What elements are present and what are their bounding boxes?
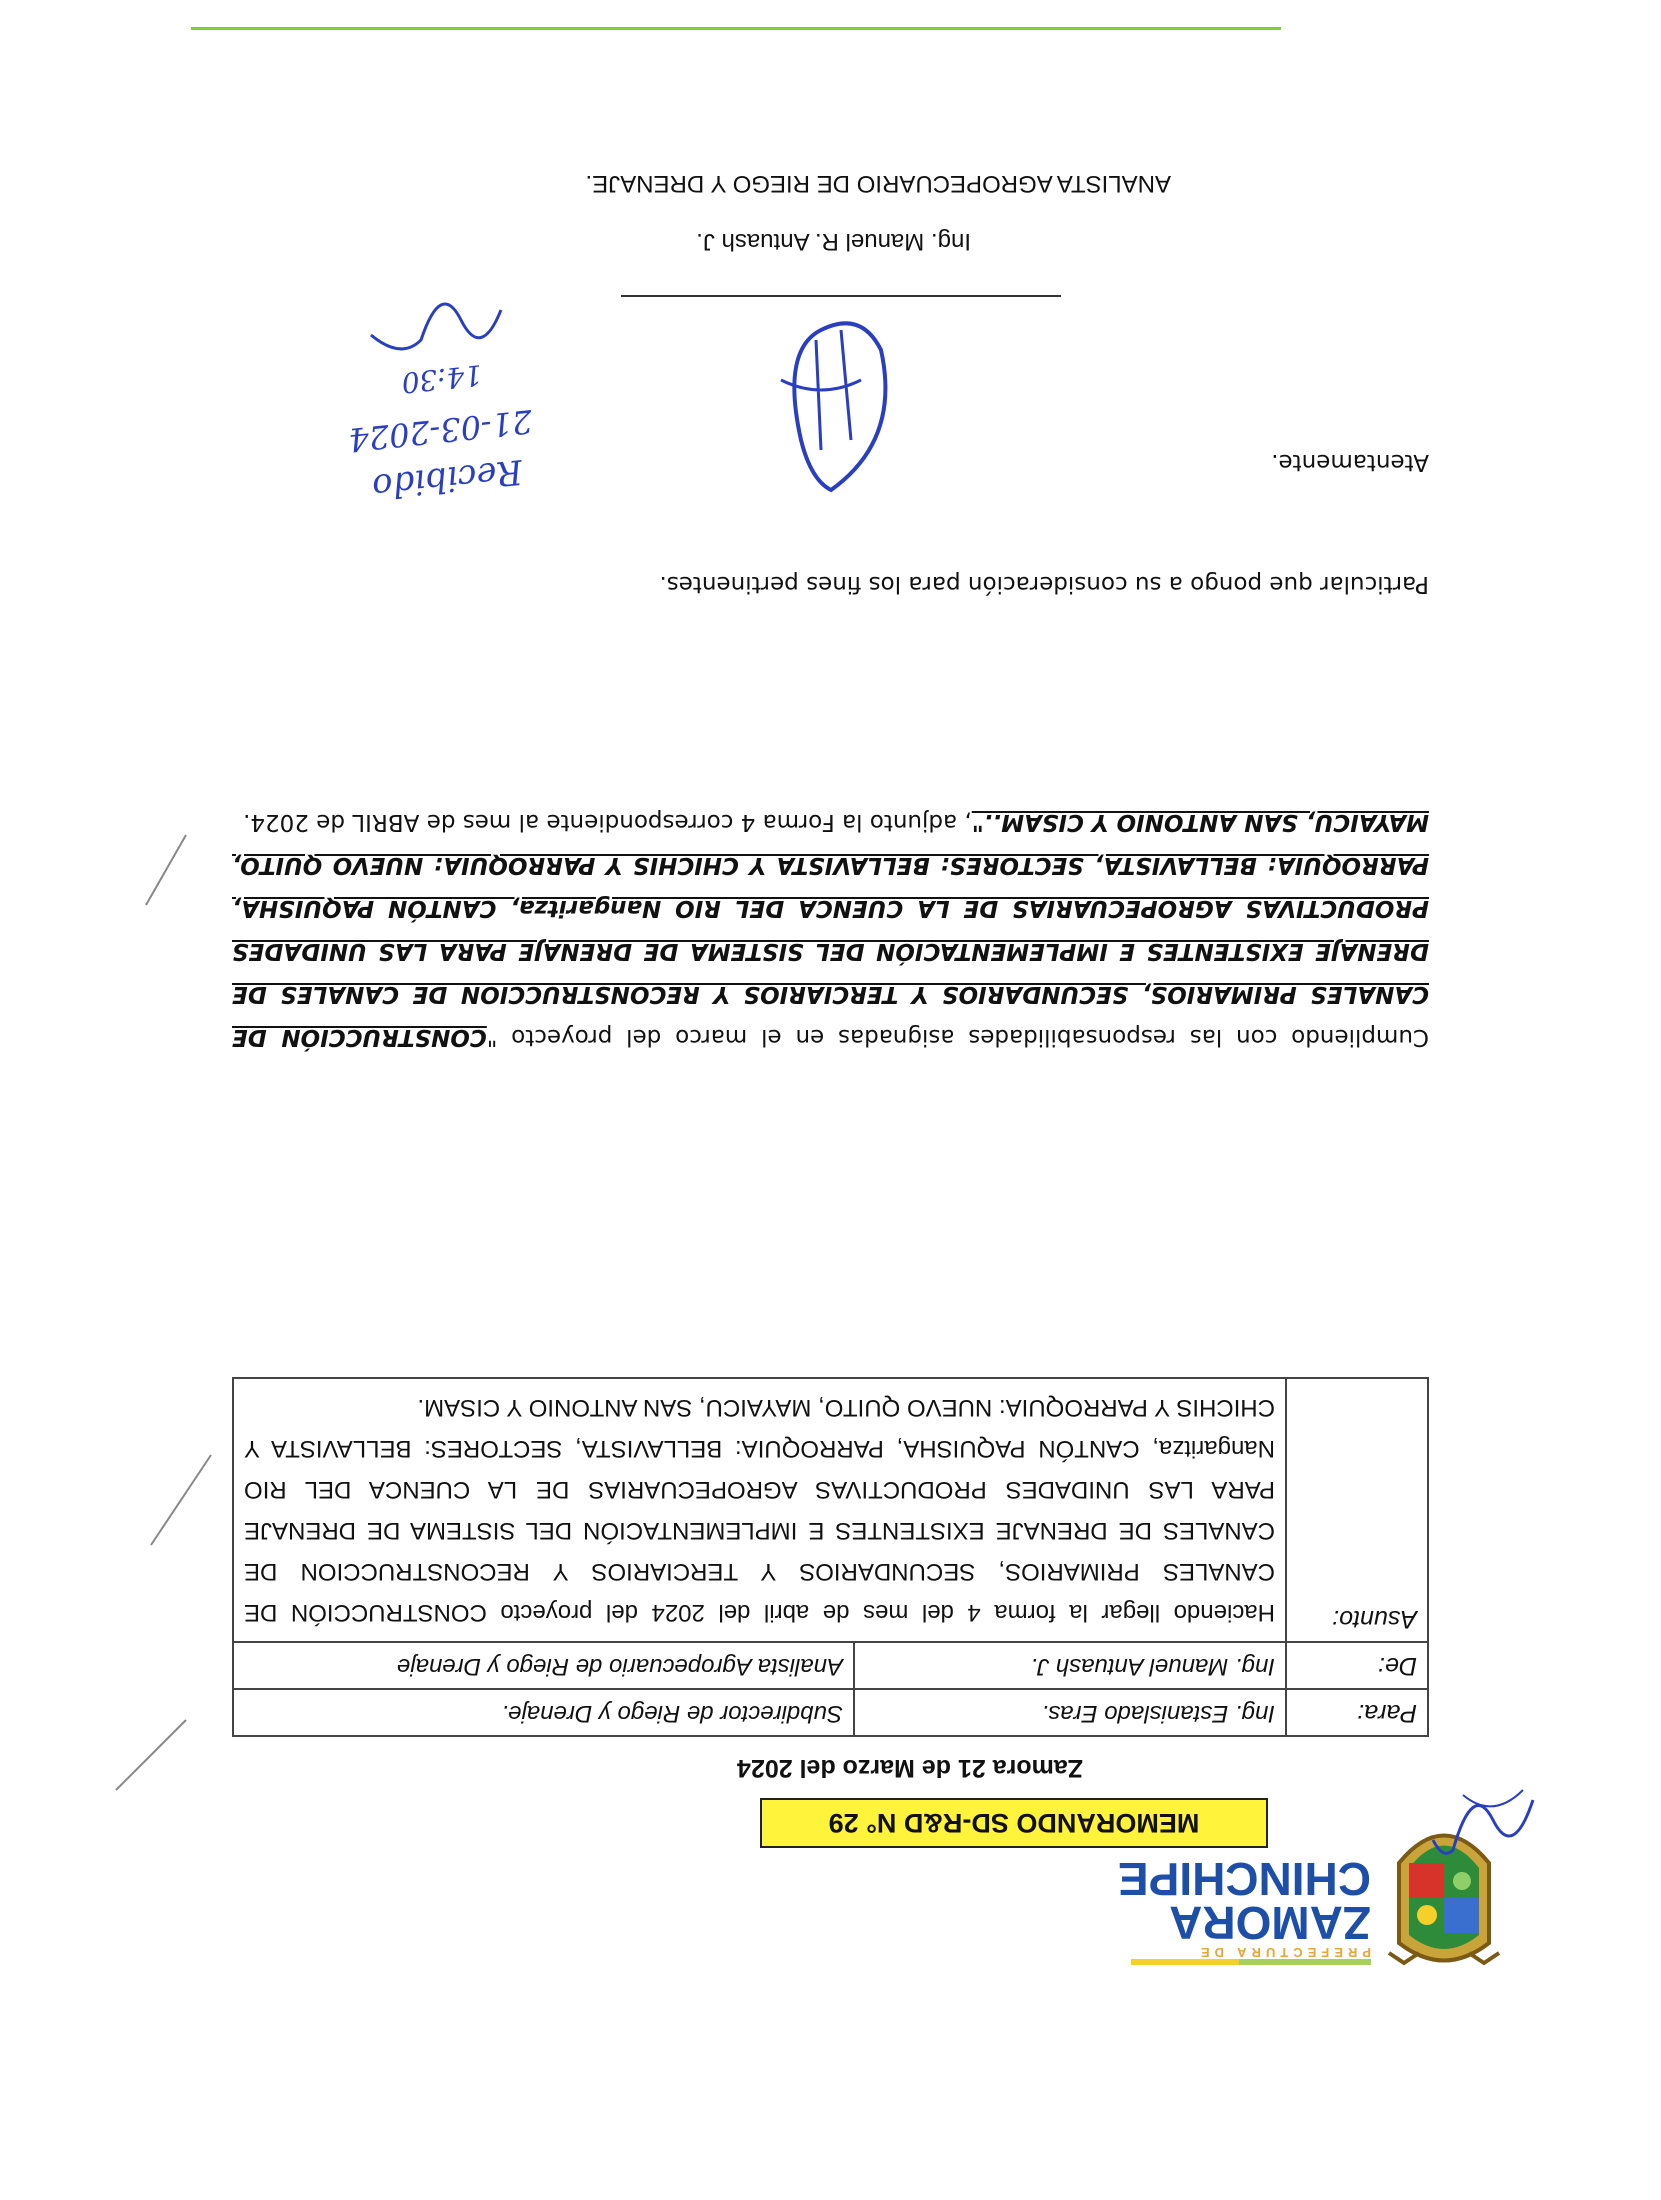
logo-line1: ZAMORA — [1169, 1897, 1371, 1949]
regards-line: Atentamente. — [1271, 449, 1429, 475]
para-name: Ing. Estanislado Eras. — [854, 1689, 1286, 1736]
logo-text — [1117, 1853, 1371, 1960]
memo-date: Zamora 21 de Marzo del 2024 — [737, 1754, 1083, 1782]
header-row-asunto — [233, 1378, 1428, 1642]
para-role: Subdirector de Riego y Drenaje. — [233, 1689, 854, 1736]
closing-line: Particular que pongo a su consideración para los fines pertinentes. — [659, 571, 1429, 597]
received-date: 21-03-2024 — [346, 402, 535, 460]
asunto-label: Asunto: — [1286, 1378, 1428, 1642]
project-name: CONSTRUCCIÓN DE CANALES PRIMARIOS, SECUNDARIOS Y TERCIARIOS Y RECONSTRUCCION DE CANALES DE DRENAJE EXISTENTES E IMPLEMENTACIÓN DEL SISTEMA DE DRENAJE PARA LAS UNIDADES PRODUCTIVAS AGROPECUARIAS DE LA CUENCA DEL RIO Nangaritza, CANTÓN PAQUISHA, PARROQUIA: BELLAVISTA, SECTORES: BELLAVISTA Y CHICHIS Y PARROQUIA: NUEVO QUITO, MAYAICU, SAN ANTONIO Y CISAM.." — [232, 809, 1429, 1050]
header-row-de — [233, 1642, 1428, 1689]
body-paragraph — [232, 800, 1429, 1058]
footer-rule — [191, 27, 1281, 30]
de-label: De: — [1286, 1642, 1428, 1689]
para-label: Para: — [1286, 1689, 1428, 1736]
body-intro: Cumpliendo con las responsabilidades asignadas en el marco del proyecto " — [486, 1024, 1429, 1050]
signature-line — [621, 295, 1061, 297]
memo-number-badge: MEMORANDO SD-R&D N° 29 — [760, 1798, 1268, 1848]
de-name: Ing. Manuel Antuash J. — [854, 1642, 1286, 1689]
margin-mark-icon — [141, 830, 191, 910]
margin-mark-icon — [111, 1715, 191, 1795]
de-role: Analista Agropecuario de Riego y Drenaje — [233, 1642, 854, 1689]
signer-name: Ing. Manuel R. Antuash J. — [696, 228, 971, 255]
body-outro: , adjunto la Forma 4 correspondiente al mes de ABRIL de 2024. — [243, 809, 972, 835]
received-time: 14:30 — [400, 358, 484, 400]
margin-mark-icon — [146, 1450, 216, 1550]
signature-icon — [741, 300, 921, 500]
received-stamp-handwriting — [261, 290, 561, 510]
signer-title: ANALISTA AGROPECUARIO DE RIEGO Y DRENAJE. — [585, 170, 1171, 197]
logo-small-text: PREFECTURA DE — [1195, 1945, 1371, 1960]
logo-line2: CHINCHIPE — [1117, 1853, 1371, 1905]
handwritten-note-icon — [1423, 1780, 1543, 1880]
memo-header-table — [232, 1377, 1429, 1737]
received-word: Recibido — [370, 451, 525, 507]
asunto-text: Haciendo llegar la forma 4 del mes de abril del 2024 del proyecto CONSTRUCCIÓN DE CANALES PRIMARIOS, SECUNDARIOS Y TERCIARIOS Y RECONSTRUCCION DE CANALES DE DRENAJE EXISTENTES E IMPLEMENTACIÓN DEL SISTEMA DE DRENAJE PARA LAS UNIDADES PRODUCTIVAS AGROPECUARIAS DE LA CUENCA DEL RIO Nangaritza, CANTÓN PAQUISHA, PARROQUIA: BELLAVISTA, SECTORES: BELLAVISTA Y CHICHIS Y PARROQUIA: NUEVO QUITO, MAYAICU, SAN ANTONIO Y CISAM. — [233, 1378, 1286, 1642]
header-row-para — [233, 1689, 1428, 1736]
